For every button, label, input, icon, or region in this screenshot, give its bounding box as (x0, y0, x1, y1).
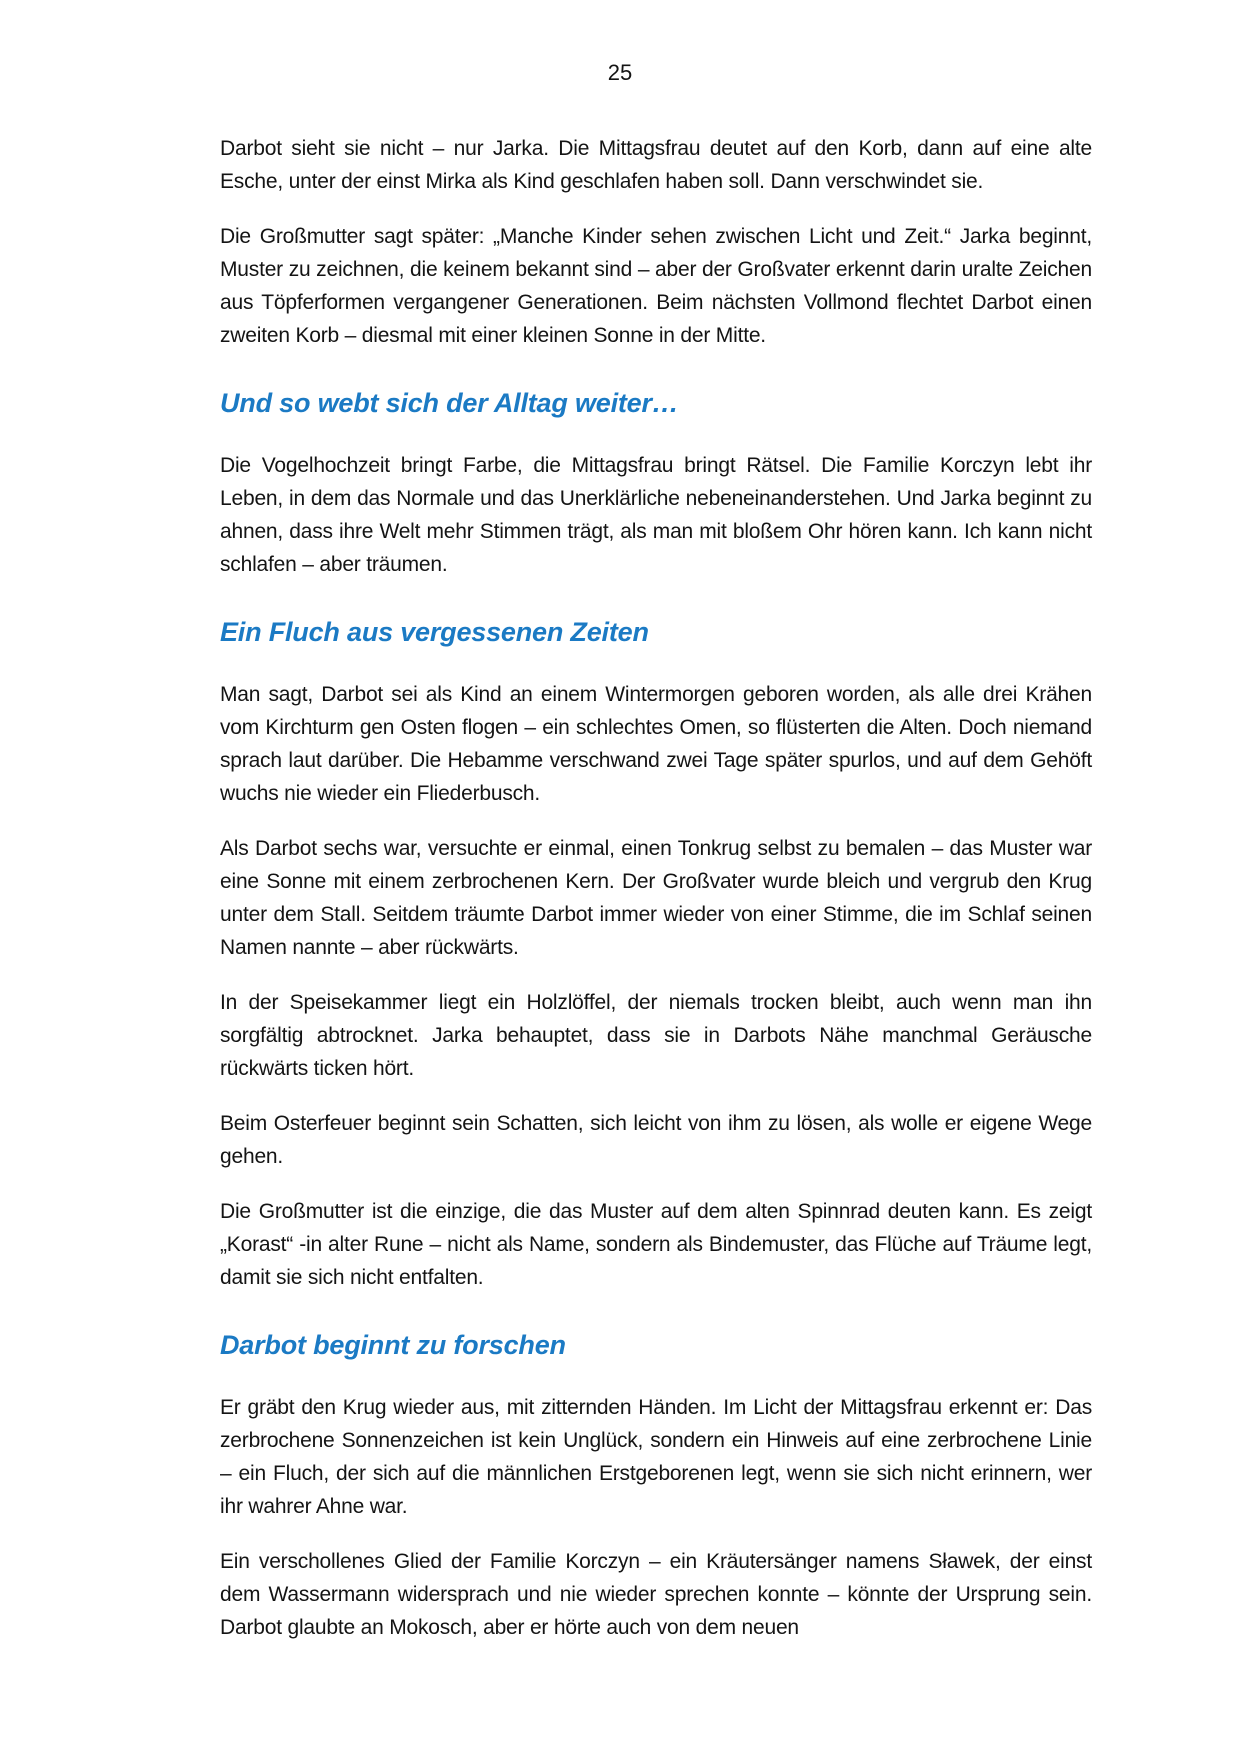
page-number: 25 (607, 60, 633, 85)
paragraph-grossmutter-licht-und-zeit: Die Großmutter sagt später: „Manche Kinder sehen zwischen Licht und Zeit.“ Jarka beginnt, Muster zu zeichnen, die keinem bekannt sind – aber der Großvater erkennt darin uralte Zeichen aus Töpferformen vergangener Generationen. Beim nächsten Vollmond flechtet Darbot einen zweiten Korb – diesmal mit einer kleinen Sonne in der Mitte. (220, 225, 1092, 347)
paragraph-osterfeuer-schatten: Beim Osterfeuer beginnt sein Schatten, sich leicht von ihm zu lösen, als wolle er eigene Wege gehen. (220, 1112, 1092, 1168)
paragraph-wintermorgen: Man sagt, Darbot sei als Kind an einem Wintermorgen geboren worden, als alle drei Krähen vom Kirchturm gen Osten flogen – ein schlechtes Omen, so flüsterten die Alten. Doch niemand sprach laut darüber. Die Hebamme verschwand zwei Tage später spurlos, und auf dem Gehöft wuchs nie wieder ein Fliederbusch. (220, 683, 1092, 805)
paragraph-vogelhochzeit: Die Vogelhochzeit bringt Farbe, die Mittagsfrau bringt Rätsel. Die Familie Korczyn lebt ihr Leben, in dem das Normale und das Unerklärliche nebeneinanderstehen. Und Jarka beginnt zu ahnen, dass ihre Welt mehr Stimmen trägt, als man mit bloßem Ohr hören kann. Ich kann nicht schlafen – aber träumen. (220, 454, 1092, 576)
paragraph-mittagsfrau-korb: Darbot sieht sie nicht – nur Jarka. Die Mittagsfrau deutet auf den Korb, dann auf eine alte Esche, unter der einst Mirka als Kind geschlafen haben soll. Dann verschwindet sie. (220, 137, 1092, 193)
paragraph-holzloeffel: In der Speisekammer liegt ein Holzlöffel, der niemals trocken bleibt, auch wenn man ihn sorgfältig abtrocknet. Jarka behauptet, dass sie in Darbots Nähe manchmal Geräusche rückwärts ticken hört. (220, 991, 1092, 1080)
paragraph-tonkrug: Als Darbot sechs war, versuchte er einmal, einen Tonkrug selbst zu bemalen – das Muster war eine Sonne mit einem zerbrochenen Kern. Der Großvater wurde bleich und vergrub den Krug unter dem Stall. Seitdem träumte Darbot immer wieder von einer Stimme, die im Schlaf seinen Namen nannte – aber rückwärts. (220, 837, 1092, 959)
section-heading-fluch: Ein Fluch aus vergessenen Zeiten (220, 617, 649, 647)
paragraph-slawek-mokosch: Ein verschollenes Glied der Familie Korczyn – ein Kräutersänger namens Sławek, der einst dem Wassermann widersprach und nie wieder sprechen konnte – könnte der Ursprung sein. Darbot glaubte an Mokosch, aber er hörte auch von dem neuen (220, 1550, 1092, 1639)
section-heading-forschen: Darbot beginnt zu forschen (220, 1330, 566, 1360)
section-heading-alltag: Und so webt sich der Alltag weiter… (220, 388, 679, 418)
paragraph-sonnenzeichen-hinweis: Er gräbt den Krug wieder aus, mit zitternden Händen. Im Licht der Mittagsfrau erkennt er: Das zerbrochene Sonnenzeichen ist kein Unglück, sondern ein Hinweis auf eine zerbrochene Linie – ein Fluch, der sich auf die männlichen Erstgeborenen legt, wenn sie sich nicht erinnern, wer ihr wahrer Ahne war. (220, 1396, 1092, 1518)
paragraph-spinnrad-korast: Die Großmutter ist die einzige, die das Muster auf dem alten Spinnrad deuten kann. Es zeigt „Korast“ -in alter Rune – nicht als Name, sondern als Bindemuster, das Flüche auf Träume legt, damit sie sich nicht entfalten. (220, 1200, 1092, 1289)
